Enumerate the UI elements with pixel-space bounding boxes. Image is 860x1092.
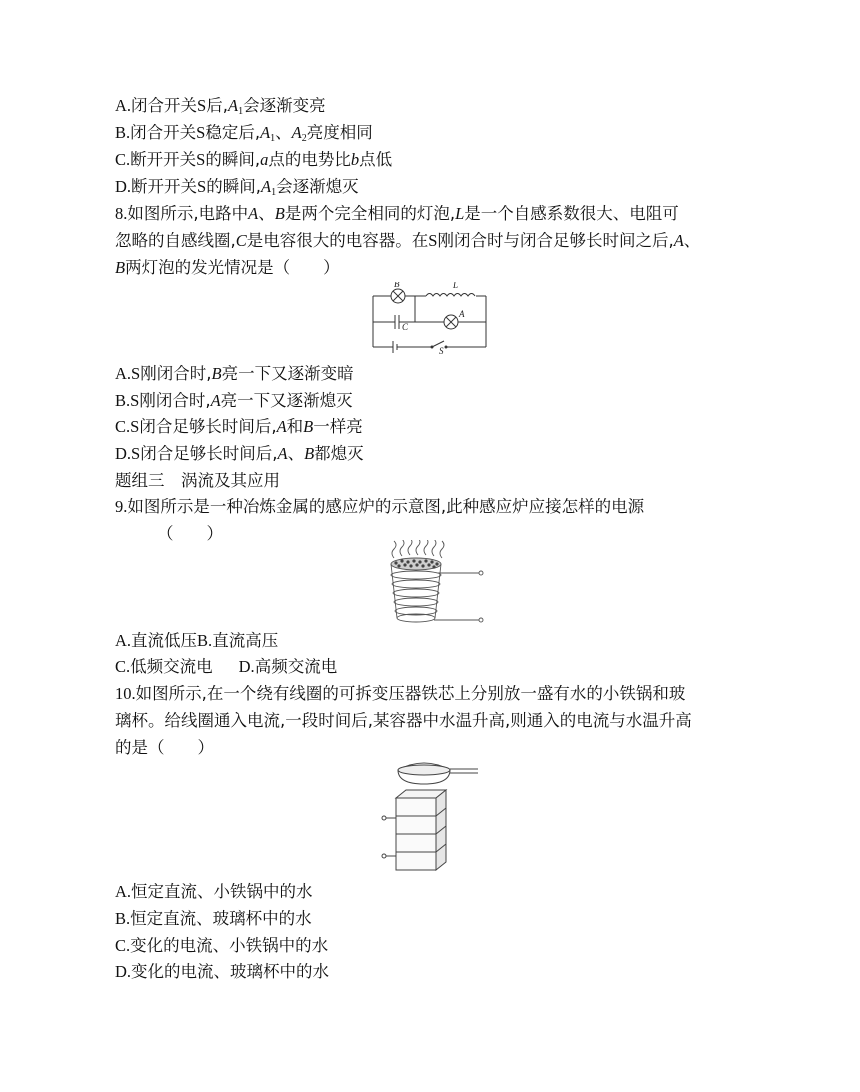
symbol-a: A xyxy=(260,177,272,196)
subscript: 2 xyxy=(301,133,307,144)
q10-stem-line-2: 璃杯。给线圈通入电流,一段时间后,某容器中水温升高,则通入的电流与水温升高 xyxy=(115,711,692,730)
symbol-s: S xyxy=(131,444,141,463)
text: 和 xyxy=(286,417,304,436)
symbol-b: B xyxy=(304,444,315,463)
question-number: 8. xyxy=(115,204,128,223)
text: 如图所示,在一个绕有线圈的可拆变压器铁芯上分别放一盛有水的小铁锅和玻 xyxy=(135,684,686,703)
q9-stem-line-1 xyxy=(115,496,644,518)
option-letter: B. xyxy=(197,631,213,650)
q9-options-cd xyxy=(115,656,337,678)
q8-stem-line-2 xyxy=(115,230,700,252)
symbol-s: S xyxy=(196,123,206,142)
symbol-a: A xyxy=(210,391,221,410)
text: 、 xyxy=(258,204,275,223)
symbol-b-lower: b xyxy=(350,150,360,169)
text: 闭合足够长时间后, xyxy=(140,444,278,463)
subscript: 1 xyxy=(271,187,277,198)
group-3-heading: 题组三 涡流及其应用 xyxy=(115,471,280,490)
symbol-l: L xyxy=(455,204,465,223)
label-s: S xyxy=(439,346,444,354)
option-letter: A. xyxy=(115,364,132,383)
option-letter: A. xyxy=(115,96,132,115)
text: 忽略的自感线圈, xyxy=(115,231,236,250)
q10-option-b xyxy=(115,908,312,930)
label-c: C xyxy=(402,322,409,332)
text: 刚闭合时与闭合足够长时间之后, xyxy=(437,231,674,250)
q8-option-b xyxy=(115,390,353,412)
text: 、 xyxy=(275,123,292,142)
option-letter: A. xyxy=(115,631,132,650)
text: 断开开关 xyxy=(130,150,197,169)
symbol-s: S xyxy=(196,150,206,169)
symbol-s: S xyxy=(131,364,141,383)
symbol-s: S xyxy=(130,417,140,436)
symbol-a: A xyxy=(291,123,302,142)
text: 亮一下又逐渐变暗 xyxy=(221,364,354,383)
text: 恒定直流、玻璃杯中的水 xyxy=(130,909,312,928)
text: 是一个自感系数很大、电阻可 xyxy=(464,204,679,223)
text: 直流高压 xyxy=(212,631,279,650)
text: 亮一下又逐渐熄灭 xyxy=(220,391,353,410)
symbol-b: B xyxy=(211,364,222,383)
q8-option-c xyxy=(115,416,363,438)
label-l: L xyxy=(453,282,459,290)
option-letter: B. xyxy=(115,909,131,928)
subscript: 1 xyxy=(270,133,276,144)
text: 后, xyxy=(206,96,228,115)
symbol-b: B xyxy=(303,417,314,436)
text: 恒定直流、小铁锅中的水 xyxy=(131,882,313,901)
text: 断开开关 xyxy=(131,177,198,196)
text: 稳定后, xyxy=(205,123,261,142)
text: 是电容很大的电容器。在 xyxy=(246,231,429,250)
option-letter: D. xyxy=(115,444,132,463)
symbol-a: A xyxy=(248,204,259,223)
q10-option-d xyxy=(115,961,329,983)
symbol-a: A xyxy=(227,96,239,115)
q7-option-a xyxy=(115,95,326,123)
text: 如图所示是一种冶炼金属的感应炉的示意图,此种感应炉应接怎样的电源 xyxy=(127,497,645,516)
option-letter: B. xyxy=(115,123,131,142)
q9-options-ab xyxy=(115,630,278,652)
symbol-s: S xyxy=(197,177,207,196)
symbol-s: S xyxy=(197,96,207,115)
q8-circuit-diagram xyxy=(368,282,492,354)
symbol-a: A xyxy=(276,417,287,436)
symbol-a: A xyxy=(673,231,684,250)
q9-answer-blank: （ ） xyxy=(157,524,223,543)
text: 变化的电流、玻璃杯中的水 xyxy=(131,962,330,981)
text: 刚闭合时, xyxy=(139,391,211,410)
text: 亮度相同 xyxy=(306,123,373,142)
option-letter: D. xyxy=(238,657,255,676)
symbol-a: A xyxy=(260,123,271,142)
q9-induction-furnace-diagram xyxy=(376,540,486,626)
text: 低频交流电 xyxy=(130,657,213,676)
symbol-s: S xyxy=(428,231,438,250)
text: 闭合开关 xyxy=(131,96,198,115)
option-letter: C. xyxy=(115,657,131,676)
text: 的瞬间, xyxy=(206,177,261,196)
symbol-a-lower: a xyxy=(260,150,269,169)
text: 会逐渐变亮 xyxy=(243,96,326,115)
text: 两灯泡的发光情况是（ ） xyxy=(125,258,340,277)
text: 闭合开关 xyxy=(130,123,197,142)
option-letter: B. xyxy=(115,391,131,410)
label-a: A xyxy=(459,309,465,319)
text: 都熄灭 xyxy=(314,444,364,463)
symbol-s: S xyxy=(130,391,140,410)
text: 如图所示,电路中 xyxy=(127,204,249,223)
text: 点的电势比 xyxy=(268,150,351,169)
option-letter: C. xyxy=(115,417,131,436)
text: 、 xyxy=(287,444,305,463)
q8-stem-line-3 xyxy=(115,257,340,279)
text: 的瞬间, xyxy=(205,150,261,169)
text: 一样亮 xyxy=(313,417,363,436)
subscript: 1 xyxy=(238,106,244,117)
q7-option-c xyxy=(115,149,392,171)
q8-option-a xyxy=(115,363,354,385)
option-letter: C. xyxy=(115,150,131,169)
question-number: 9. xyxy=(115,497,128,516)
question-number: 10. xyxy=(115,684,136,703)
text: 、 xyxy=(683,231,701,250)
text: 闭合足够长时间后, xyxy=(139,417,277,436)
text: 刚闭合时, xyxy=(140,364,212,383)
text: 是两个完全相同的灯泡, xyxy=(284,204,456,223)
option-letter: D. xyxy=(115,962,132,981)
q7-option-d xyxy=(115,176,359,204)
q10-stem-line-1 xyxy=(115,683,685,705)
label-b: B xyxy=(394,282,400,289)
symbol-b: B xyxy=(115,258,126,277)
text: 高频交流电 xyxy=(254,657,338,676)
q10-option-a xyxy=(115,881,313,903)
option-letter: C. xyxy=(115,936,131,955)
q8-option-d xyxy=(115,443,364,465)
text: 点低 xyxy=(359,150,393,169)
q8-stem-line-1 xyxy=(115,203,679,225)
option-letter: D. xyxy=(115,177,132,196)
text: 会逐渐熄灭 xyxy=(276,177,359,196)
q10-option-c xyxy=(115,935,328,957)
text: 变化的电流、小铁锅中的水 xyxy=(130,936,329,955)
q7-option-b xyxy=(115,122,373,150)
q10-stem-line-3: 的是（ ） xyxy=(115,738,214,757)
symbol-a: A xyxy=(277,444,288,463)
option-letter: A. xyxy=(115,882,132,901)
symbol-b: B xyxy=(274,204,285,223)
symbol-c: C xyxy=(235,231,247,250)
text: 直流低压 xyxy=(131,631,198,650)
q10-transformer-core-diagram xyxy=(378,760,482,872)
